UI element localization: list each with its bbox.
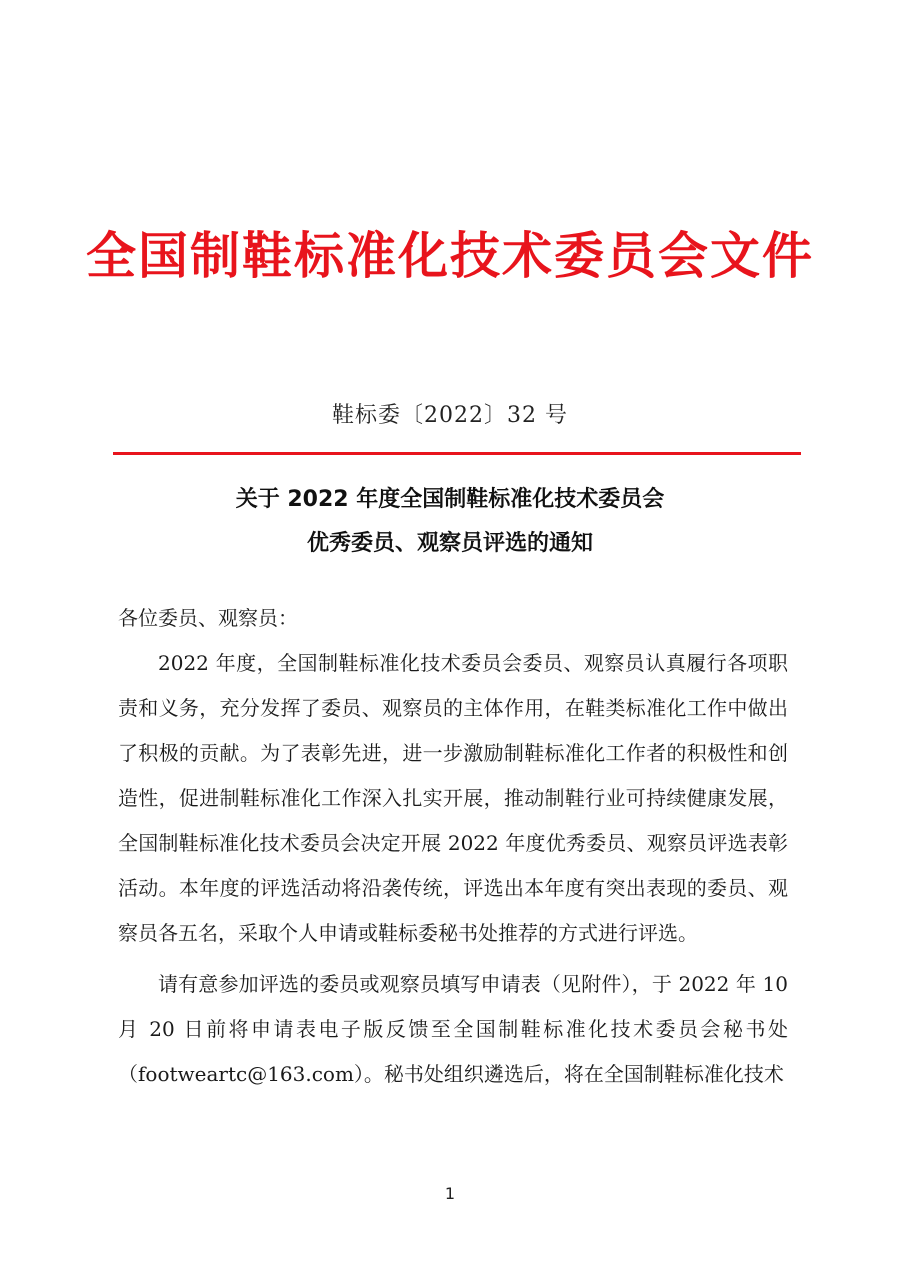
- salutation: 各位委员、观察员：: [118, 606, 298, 630]
- notice-title-line-1: 关于 2022 年度全国制鞋标准化技术委员会: [235, 487, 665, 512]
- notice-body: [118, 596, 788, 1097]
- notice-title-line-2: 优秀委员、观察员评选的通知: [306, 531, 593, 556]
- notice-title: [0, 478, 900, 566]
- document-header-title: 全国制鞋标准化技术委员会文件: [86, 227, 814, 285]
- document-number: 鞋标委〔2022〕32 号: [332, 403, 568, 428]
- page-number: 1: [444, 1184, 456, 1203]
- body-paragraph-2: 请有意参加评选的委员或观察员填写申请表（见附件），于 2022 年 10 月 20 日前将申请表电子版反馈至全国制鞋标准化技术委员会秘书处（footweartc@163.com）。秘书处组织遴选后，将在全国制鞋标准化技术: [118, 972, 788, 1086]
- header-divider-rule: [113, 452, 801, 455]
- body-paragraph-1: 2022 年度，全国制鞋标准化技术委员会委员、观察员认真履行各项职责和义务，充分发挥了委员、观察员的主体作用，在鞋类标准化工作中做出了积极的贡献。为了表彰先进，进一步激励制鞋标准化工作者的积极性和创造性，促进制鞋标准化工作深入扎实开展，推动制鞋行业可持续健康发展，全国制鞋标准化技术委员会决定开展 2022 年度优秀委员、观察员评选表彰活动。本年度的评选活动将沿袭传统，评选出本年度有突出表现的委员、观察员各五名，采取个人申请或鞋标委秘书处推荐的方式进行评选。: [118, 651, 788, 945]
